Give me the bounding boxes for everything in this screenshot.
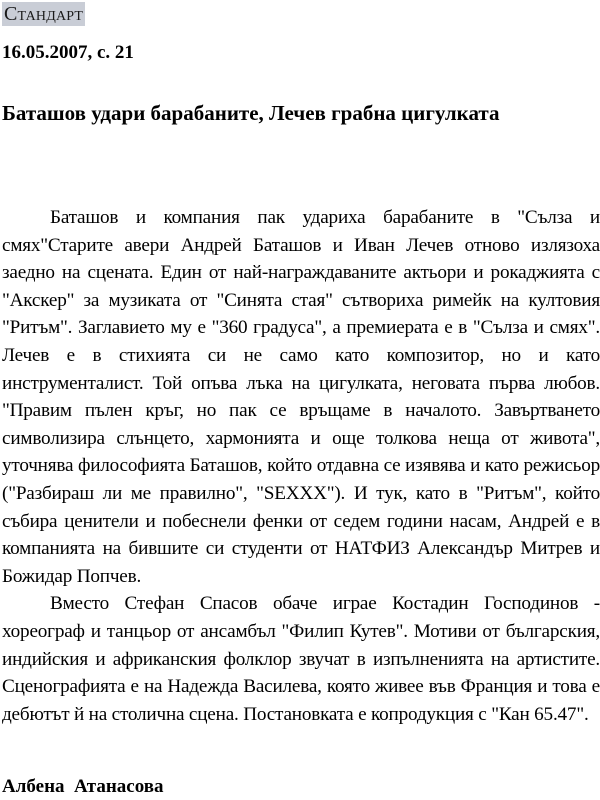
article-paragraph-2: Вместо Стефан Спасов обаче играе Костадин Господинов - хореограф и танцьор от ансамбъл "Филип Кутев". Мотиви от българския, индийския и африканския фолклор звучат в изпълненията на артистите. Сценографията е на Надежда Василева, която живее във Франция и това е дебютът й на столична сцена. Постановката е копродукция с "Кан 65.47". (2, 593, 600, 725)
article-author: Албена Атанасова (2, 776, 164, 797)
article-body (2, 204, 600, 728)
article-paragraph-1: Баташов и компания пак удариха барабаните в "Сълза и смях"Старите авери Андрей Баташов и Иван Лечев отново излязоха заедно на сцената. Един от най-награждаваните актьори и рокаджията с "Акскер" за музиката от "Синята стая" сътвориха римейк на култовия "Ритъм". Заглавието му е "360 градуса", а премиерата е в "Сълза и смях". Лечев е в стихията си не само като композитор, но и като инструменталист. Той опъва лъка на цигулката, неговата първа любов. "Правим пълен кръг, но пак се връщаме в началото. Завъртването символизира слънцето, хармонията и още толкова неща от живота", уточнява философията Баташов, който отдавна се изявява и като режисьор ("Разбираш ли ме правилно", "SEXXX"). И тук, като в "Ритъм", който събира ценители и побеснели фенки от седем години насам, Андрей е в компанията на бившите си студенти от НАТФИЗ Александър Митрев и Божидар Попчев. (2, 207, 600, 587)
publication-name: Стандарт (4, 3, 84, 25)
publication-dateline: 16.05.2007, с. 21 (2, 42, 134, 63)
article-headline: Баташов удари барабаните, Лечев грабна цигулката (2, 101, 500, 125)
